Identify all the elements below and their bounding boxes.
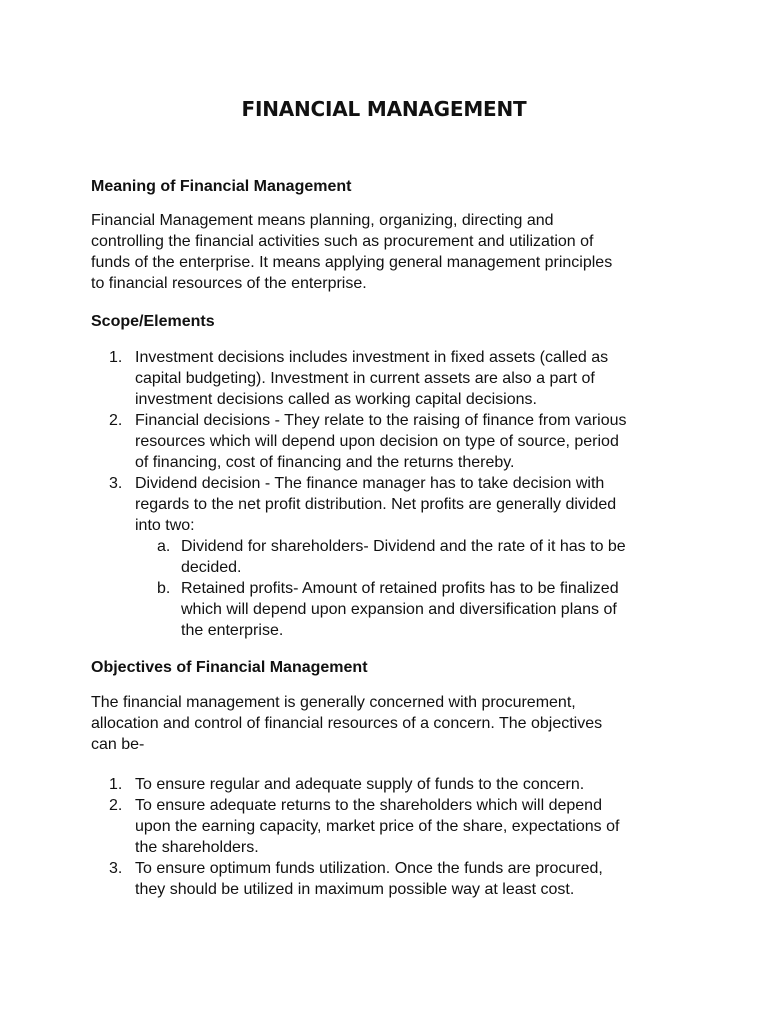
paragraph-line: controlling the financial activities such as procurement and utilization of (91, 233, 594, 250)
list-item (109, 410, 627, 473)
objectives-paragraph (91, 692, 681, 755)
section-heading-meaning: Meaning of Financial Management (91, 178, 352, 195)
sublist-item-line: Retained profits- Amount of retained profits has to be finalized (181, 580, 619, 597)
paragraph-line: The financial management is generally concerned with procurement, (91, 694, 576, 711)
list-item-line: Dividend decision - The finance manager has to take decision with (135, 475, 605, 492)
list-item-line: into two: (135, 517, 195, 534)
list-marker: 3. (109, 860, 123, 877)
scope-list (109, 347, 627, 641)
sublist-item (157, 536, 627, 578)
paragraph-line: funds of the enterprise. It means applying general management principles (91, 254, 613, 271)
section-heading-scope: Scope/Elements (91, 313, 215, 330)
list-marker: 2. (109, 412, 123, 429)
paragraph-line: to financial resources of the enterprise. (91, 275, 367, 292)
list-item-line: Investment decisions includes investment in fixed assets (called as (135, 349, 609, 366)
list-marker: 3. (109, 475, 123, 492)
sublist-marker: b. (157, 580, 171, 597)
list-item-line: they should be utilized in maximum possible way at least cost. (135, 881, 575, 898)
paragraph-line: Financial Management means planning, organizing, directing and (91, 212, 554, 229)
sublist-item-line: Dividend for shareholders- Dividend and the rate of it has to be (181, 538, 626, 555)
sublist-item (157, 578, 627, 641)
sublist-item-line: the enterprise. (181, 622, 284, 639)
list-item-line: upon the earning capacity, market price of the share, expectations of (135, 818, 620, 835)
list-item (109, 347, 627, 410)
sublist-marker: a. (157, 538, 171, 555)
list-marker: 2. (109, 797, 123, 814)
list-marker: 1. (109, 349, 123, 366)
list-item-line: To ensure regular and adequate supply of funds to the concern. (135, 776, 585, 793)
list-item (109, 473, 627, 641)
list-item-line: investment decisions called as working capital decisions. (135, 391, 537, 408)
list-item-line: Financial decisions - They relate to the raising of finance from various (135, 412, 627, 429)
list-item-line: To ensure adequate returns to the shareholders which will depend (135, 797, 602, 814)
paragraph-line: allocation and control of financial resources of a concern. The objectives (91, 715, 603, 732)
meaning-paragraph (91, 210, 681, 294)
section-heading-objectives: Objectives of Financial Management (91, 659, 368, 676)
list-item-line: resources which will depend upon decision on type of source, period (135, 433, 619, 450)
list-item-line: regards to the net profit distribution. Net profits are generally divided (135, 496, 617, 513)
list-item-line: To ensure optimum funds utilization. Once the funds are procured, (135, 860, 603, 877)
page-title: FINANCIAL MANAGEMENT (241, 97, 527, 121)
list-marker: 1. (109, 776, 123, 793)
sublist-item-line: which will depend upon expansion and diversification plans of (181, 601, 617, 618)
list-item (109, 774, 619, 795)
list-item-line: the shareholders. (135, 839, 259, 856)
dividend-sublist (157, 536, 627, 641)
list-item (109, 858, 619, 900)
list-item-line: capital budgeting). Investment in current assets are also a part of (135, 370, 595, 387)
paragraph-line: can be- (91, 736, 145, 753)
list-item-line: of financing, cost of financing and the returns thereby. (135, 454, 515, 471)
list-item (109, 795, 619, 858)
objectives-list (109, 774, 619, 900)
sublist-item-line: decided. (181, 559, 242, 576)
